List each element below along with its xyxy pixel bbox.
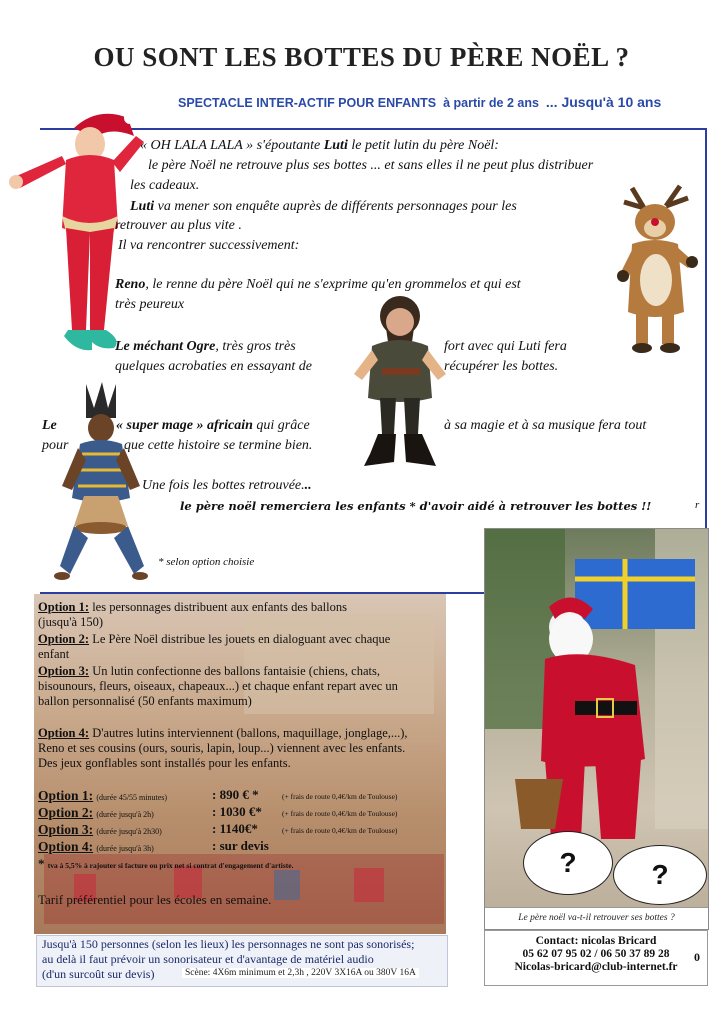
fees-1: (+ frais de route 0,4€/km de Toulouse)	[282, 792, 398, 801]
reno-reindeer-illustration	[614, 184, 704, 362]
question-bubble-2: ?	[613, 845, 707, 905]
price-row-4: Option 4: (durée jusqu'à 3h)	[38, 839, 154, 854]
story-line-11b: à sa magie et à sa musique fera tout	[444, 418, 647, 433]
story-line-13: Une fois les bottes retrouvée...	[142, 478, 312, 493]
price-row-2: Option 2: (durée jusqu'à 2h)	[38, 805, 154, 820]
option-2-desc: Option 2: Le Père Noël distribue les jouets en dialoguant avec chaque enfant	[38, 632, 391, 661]
contact-name: Contact: nicolas Bricard	[535, 935, 657, 947]
options-panel	[34, 594, 446, 934]
photo-caption: Le père noël va-t-il retrouver ses bottes ?	[485, 907, 708, 930]
story-line-1: « OH LALA LALA » s'époutante Luti le petit lutin du père Noël:	[140, 138, 499, 153]
story-line-10a: quelques acrobaties en essayant de	[115, 359, 312, 374]
thanks-line: le père noël remerciera les enfants * d'avoir aidé à retrouver les bottes !!	[180, 499, 652, 513]
contact-box	[484, 930, 708, 986]
option-1-desc: Option 1: les personnages distribuent aux enfants des ballons (jusqu'à 150)	[38, 600, 347, 629]
story-line-9a: Le méchant Ogre, très gros très	[115, 339, 296, 354]
option-3-desc: Option 3: Un lutin confectionne des ballons fantaisie (chiens, chats, bisounours, fleurs, oiseaux, chapeaux...) et chaque enfant repart avec un ballon personnalisé (50 enfants maximum)	[38, 664, 398, 708]
stray-zero: 0	[694, 950, 700, 964]
santa-photo	[484, 528, 709, 930]
subtitle	[178, 94, 661, 110]
scene-requirements: Scène: 4X6m minimum et 2,3h , 220V 3X16A ou 380V 16A	[182, 968, 419, 978]
price-2: : 1030 €*	[212, 804, 262, 819]
story-line-5: retrouver au plus vite .	[115, 218, 242, 233]
audio-info-text: Jusqu'à 150 personnes (selon les lieux) les personnages ne sont pas sonorisés; au delà il faut prévoir un sonorisateur et d'avantage de matériel audio (d'un surcoût sur devis)	[42, 937, 415, 981]
story-word-le: Le	[42, 418, 57, 433]
option-note: * selon option choisie	[158, 556, 255, 568]
subtitle-main: SPECTACLE INTER-ACTIF POUR ENFANTS	[178, 96, 437, 110]
contact-email[interactable]: Nicolas-bricard@club-internet.fr	[514, 961, 678, 973]
mage-name: « super mage » africain	[116, 418, 253, 433]
audio-info-box	[36, 935, 448, 987]
story-line-8: très peureux	[115, 297, 185, 312]
tva-note: * tva à 5,5% à rajouter si facture ou prix net si contrat d'engagement d'artiste.	[38, 856, 294, 871]
story-line-11a: « super mage » africain qui grâce	[116, 418, 310, 433]
contact-phones: 05 62 07 95 02 / 06 50 37 89 28	[522, 948, 670, 960]
subtitle-max: ... Jusqu'à 10 ans	[545, 94, 662, 110]
story-line-4: Luti va mener son enquête auprès de différents personnages pour les	[130, 199, 517, 214]
story-line-7: Reno, le renne du père Noël qui ne s'exprime qu'en grommelos et qui est	[115, 277, 521, 292]
story-line-9b: fort avec qui Luti fera	[444, 339, 567, 354]
fees-3: (+ frais de route 0,4€/km de Toulouse)	[282, 826, 398, 835]
story-line-12: que cette histoire se termine bien.	[124, 438, 313, 453]
luti-name: Luti	[323, 138, 348, 153]
subtitle-age: à partir de 2 ans	[443, 96, 539, 110]
fees-2: (+ frais de route 0,4€/km de Toulouse)	[282, 809, 398, 818]
option-4-desc: Option 4: D'autres lutins interviennent (ballons, maquillage, jonglage,...), Reno et ses cousins (ours, souris, lapin, loup...) viennent avec les enfants. Des jeux gonflables sont installés pour les enfants.	[38, 726, 408, 770]
price-row-3: Option 3: (durée jusqu'à 2h30)	[38, 822, 162, 837]
schools-rate: Tarif préférentiel pour les écoles en semaine.	[38, 892, 272, 907]
price-row-1: Option 1: (durée 45/55 minutes)	[38, 788, 168, 803]
reno-name: Reno	[115, 277, 146, 292]
question-bubble-1: ?	[523, 831, 613, 895]
ogre-name: Le méchant Ogre	[115, 339, 216, 354]
stray-letter: r	[695, 499, 700, 511]
page-title: OU SONT LES BOTTES DU PÈRE NOËL ?	[93, 42, 630, 72]
price-3: : 1140€*	[212, 821, 258, 836]
price-1: : 890 € *	[212, 787, 259, 802]
story-line-2: le père Noël ne retrouve plus ses bottes ... et sans elles il ne peut plus distribuer	[148, 158, 594, 173]
story-word-pour: pour	[42, 438, 69, 453]
luti-name: Luti	[130, 199, 155, 214]
story-line-6: Il va rencontrer successivement:	[118, 238, 300, 253]
story-line-3: les cadeaux.	[130, 178, 200, 193]
story-line-10b: récupérer les bottes.	[444, 359, 559, 374]
price-4: : sur devis	[212, 838, 269, 853]
ogre-illustration	[350, 294, 450, 472]
